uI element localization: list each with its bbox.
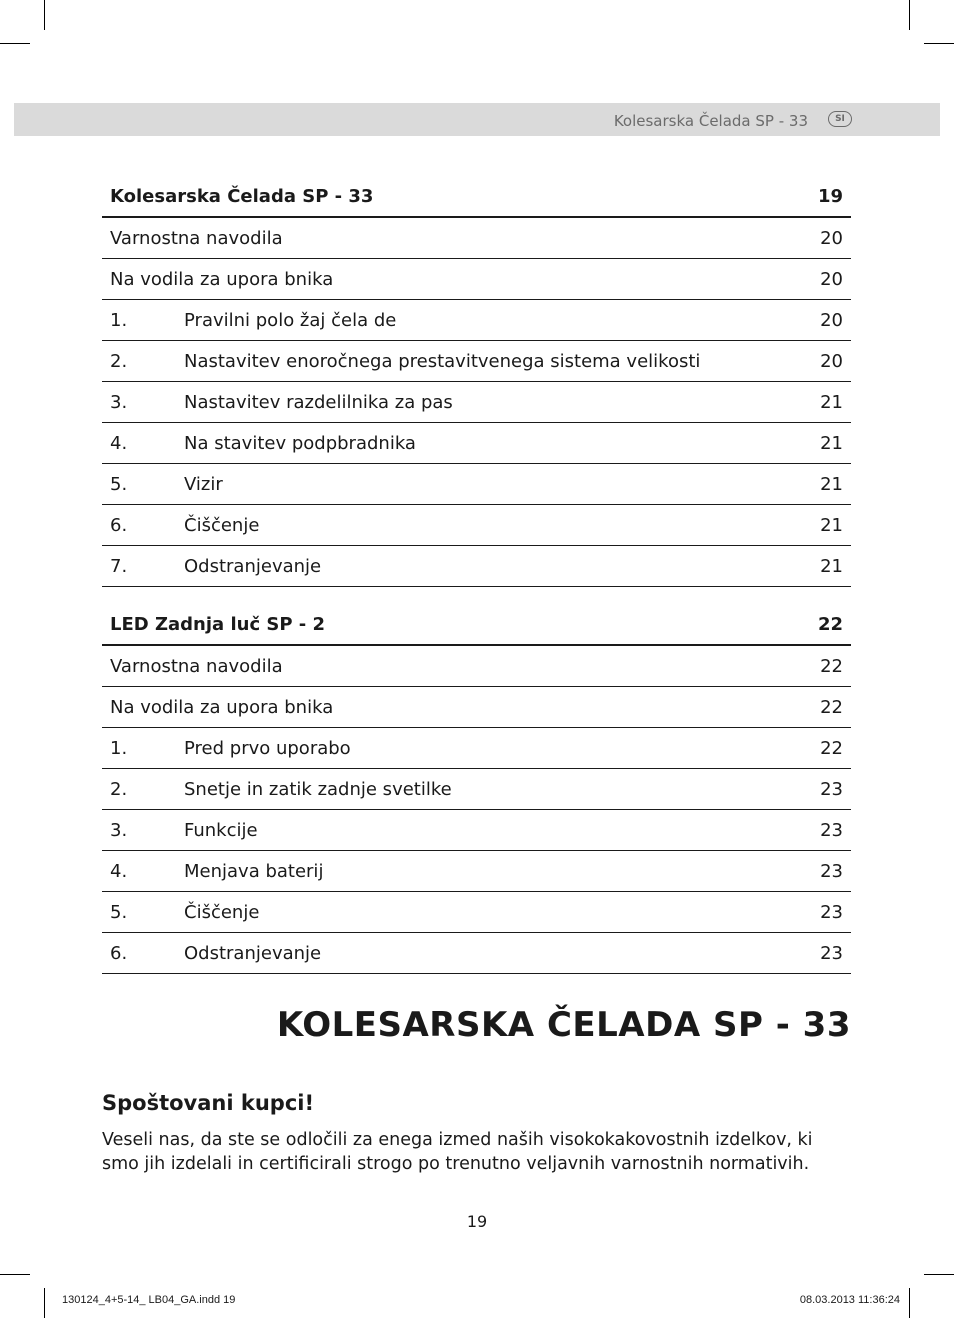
toc-number: 7. [110,556,128,577]
toc-row[interactable] [102,646,851,687]
crop-mark [909,0,910,30]
running-header [14,103,940,136]
crop-mark [924,43,954,44]
toc-heading: LED Zadnja luč SP - 2 [110,614,326,635]
toc-title: Funkcije [184,820,258,841]
intro-paragraph: Veseli nas, da ste se odločili za enega izmed naših visokokakovostnih izdelkov, ki smo jih izdelali in certificirali strogo po trenutno veljavnih varnostnih normativih. [102,1130,813,1174]
section-title: KOLESARSKA ČELADA SP - 33 [276,1005,851,1045]
toc-title: Odstranjevanje [184,556,322,577]
toc-page: 22 [817,614,843,635]
crop-mark [0,43,30,44]
toc-page: 21 [820,474,843,495]
toc-title: Čiščenje [184,515,260,536]
toc-row[interactable] [102,810,851,851]
toc-row[interactable] [102,259,851,300]
toc-number: 6. [110,515,128,536]
greeting-heading: Spoštovani kupci! [102,1091,315,1115]
running-header-title: Kolesarska Čelada SP - 33 [613,112,808,130]
toc-page: 23 [820,779,843,800]
toc-number: 5. [110,902,128,923]
toc-page: 20 [820,228,843,249]
toc-number: 2. [110,351,128,372]
toc-row[interactable] [102,505,851,546]
toc-page: 19 [817,186,843,207]
crop-mark [44,0,45,30]
toc-title: Na stavitev podpbradnika [184,433,416,454]
language-badge: SI [828,111,852,127]
toc-title: Na vodila za upora bnika [110,269,334,290]
crop-mark [924,1274,954,1275]
toc-heading-row[interactable] [102,608,851,646]
toc-row[interactable] [102,546,851,587]
toc-page: 21 [820,556,843,577]
page-number: 19 [466,1212,488,1231]
toc-page: 22 [820,697,843,718]
toc-section [102,608,851,974]
toc-page: 20 [820,351,843,372]
toc-page: 21 [820,515,843,536]
toc-title: Varnostna navodila [110,228,283,249]
toc-number: 4. [110,433,128,454]
toc-section [102,180,851,587]
toc-row[interactable] [102,382,851,423]
crop-mark [0,1274,30,1275]
toc-row[interactable] [102,769,851,810]
toc-page: 21 [820,392,843,413]
toc-heading: Kolesarska Čelada SP - 33 [110,186,374,207]
crop-mark [44,1288,45,1318]
toc-title: Vizir [184,474,223,495]
toc-row[interactable] [102,892,851,933]
file-info: 130124_4+5-14_ LB04_GA.indd 19 [62,1294,236,1306]
toc-number: 5. [110,474,128,495]
toc-number: 3. [110,392,128,413]
toc-page: 22 [820,738,843,759]
toc-page: 20 [820,269,843,290]
toc-title: Nastavitev razdelilnika za pas [184,392,453,413]
toc-number: 2. [110,779,128,800]
toc-page: 23 [820,820,843,841]
crop-mark [909,1288,910,1318]
toc-title: Snetje in zatik zadnje svetilke [184,779,452,800]
toc-title: Menjava baterij [184,861,324,882]
toc-page: 20 [820,310,843,331]
toc-page: 22 [820,656,843,677]
toc-row[interactable] [102,933,851,974]
toc-row[interactable] [102,423,851,464]
toc-row[interactable] [102,341,851,382]
toc-page: 23 [820,902,843,923]
toc-title: Varnostna navodila [110,656,283,677]
toc-number: 1. [110,310,128,331]
toc-heading-row[interactable] [102,180,851,218]
toc-page: 23 [820,861,843,882]
toc-title: Čiščenje [184,902,260,923]
print-datetime: 08.03.2013 11:36:24 [799,1294,900,1306]
toc-number: 6. [110,943,128,964]
toc-page: 21 [820,433,843,454]
toc-row[interactable] [102,851,851,892]
toc-title: Nastavitev enoročnega prestavitvenega sistema velikosti [184,351,701,372]
toc-row[interactable] [102,300,851,341]
toc-row[interactable] [102,728,851,769]
toc-title: Na vodila za upora bnika [110,697,334,718]
toc-title: Pravilni polo žaj čela de [184,310,397,331]
toc-page: 23 [820,943,843,964]
toc-number: 3. [110,820,128,841]
toc-row[interactable] [102,687,851,728]
toc-row[interactable] [102,218,851,259]
toc-number: 4. [110,861,128,882]
toc-row[interactable] [102,464,851,505]
toc-number: 1. [110,738,128,759]
toc-title: Pred prvo uporabo [184,738,351,759]
toc-title: Odstranjevanje [184,943,322,964]
